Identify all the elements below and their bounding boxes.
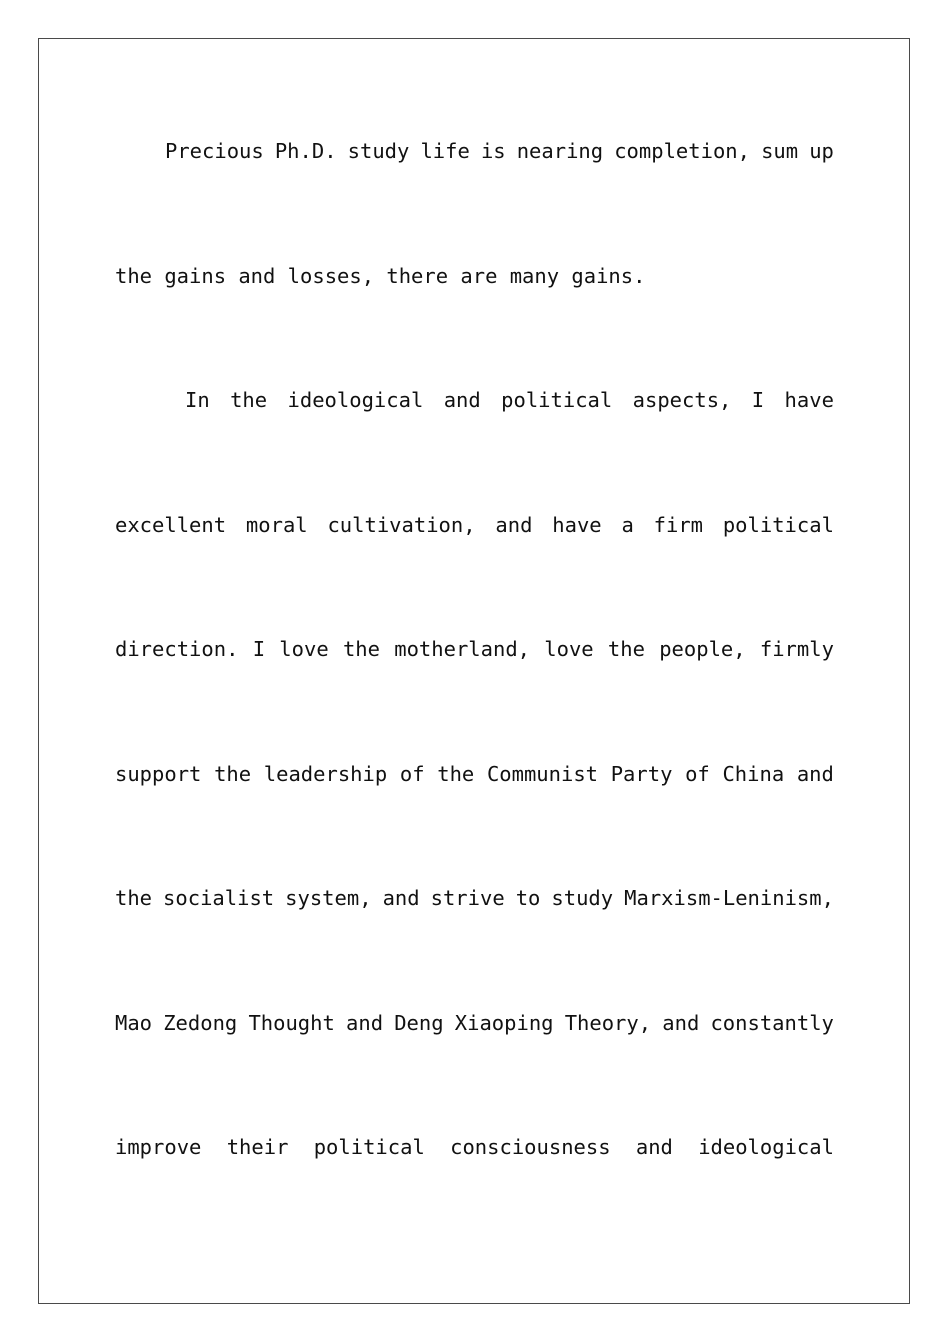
word: the xyxy=(607,637,645,661)
word: cultivation, xyxy=(327,512,476,537)
word: Theory, xyxy=(564,1010,652,1035)
word: Party xyxy=(610,761,673,786)
word: gains. xyxy=(571,263,646,288)
text-line xyxy=(115,634,834,664)
word: and xyxy=(443,388,481,412)
text-line xyxy=(165,136,834,166)
word: In xyxy=(185,388,210,412)
word: Xiaoping xyxy=(454,1010,554,1035)
word: the xyxy=(115,263,153,288)
text-line xyxy=(115,510,834,540)
word: love xyxy=(544,637,594,661)
word: consciousness xyxy=(450,1135,611,1159)
word: Mao xyxy=(115,1010,153,1035)
word: completion, xyxy=(614,139,750,163)
word: life xyxy=(420,139,470,163)
word: China xyxy=(722,761,785,786)
word: and xyxy=(382,886,420,910)
text-line xyxy=(115,1008,834,1038)
word: have xyxy=(552,512,602,537)
word: Communist xyxy=(486,761,599,786)
word: I xyxy=(252,637,266,661)
word: motherland, xyxy=(394,637,530,661)
word: the xyxy=(342,637,380,661)
word: to xyxy=(515,886,541,910)
word: support xyxy=(115,761,202,786)
word: excellent xyxy=(115,512,227,537)
word: of xyxy=(399,761,425,786)
word: of xyxy=(685,761,710,786)
word: love xyxy=(279,637,329,661)
word: the xyxy=(115,886,153,910)
word: ideological xyxy=(698,1135,834,1159)
word: political xyxy=(313,1135,425,1159)
word: firm xyxy=(653,512,704,537)
word: nearing xyxy=(516,139,604,163)
word: there xyxy=(386,263,449,288)
word: Thought xyxy=(248,1010,335,1035)
word: and xyxy=(796,761,834,786)
word: Deng xyxy=(394,1010,444,1035)
word: and xyxy=(238,263,276,288)
word: ideological xyxy=(287,388,424,412)
word: their xyxy=(226,1135,289,1159)
word: and xyxy=(662,1010,700,1035)
word: firmly xyxy=(759,637,834,661)
word: the xyxy=(230,388,268,412)
word: have xyxy=(784,388,834,412)
word: is xyxy=(480,139,506,163)
word: a xyxy=(621,512,634,537)
text-line xyxy=(115,759,834,789)
word: up xyxy=(809,139,834,163)
word: Precious xyxy=(165,139,264,163)
word: and xyxy=(495,512,533,537)
word: losses, xyxy=(287,263,375,288)
text-line xyxy=(185,385,834,415)
word: many xyxy=(509,263,560,288)
word: moral xyxy=(245,512,308,537)
word: political xyxy=(501,388,613,412)
text-line xyxy=(115,1132,834,1162)
word: direction. xyxy=(115,637,239,661)
word: and xyxy=(635,1135,673,1159)
word: and xyxy=(346,1010,384,1035)
word: I xyxy=(751,388,765,412)
word: Marxism-Leninism, xyxy=(624,886,834,910)
word: aspects, xyxy=(632,388,732,412)
text-line xyxy=(115,883,834,913)
word: political xyxy=(722,512,834,537)
word: study xyxy=(347,139,410,163)
text-line xyxy=(115,261,834,291)
word: strive xyxy=(430,886,505,910)
word: improve xyxy=(115,1135,202,1159)
word: the xyxy=(437,761,475,786)
page-border xyxy=(38,38,910,1304)
word: gains xyxy=(164,263,227,288)
word: system, xyxy=(285,886,372,910)
word: Zedong xyxy=(163,1010,238,1035)
word: the xyxy=(214,761,252,786)
word: socialist xyxy=(163,886,275,910)
word: constantly xyxy=(710,1010,834,1035)
word: leadership xyxy=(263,761,388,786)
word: Ph.D. xyxy=(274,139,337,163)
word: people, xyxy=(659,637,746,661)
word: are xyxy=(460,263,498,288)
word: study xyxy=(551,886,614,910)
word: sum xyxy=(761,139,799,163)
